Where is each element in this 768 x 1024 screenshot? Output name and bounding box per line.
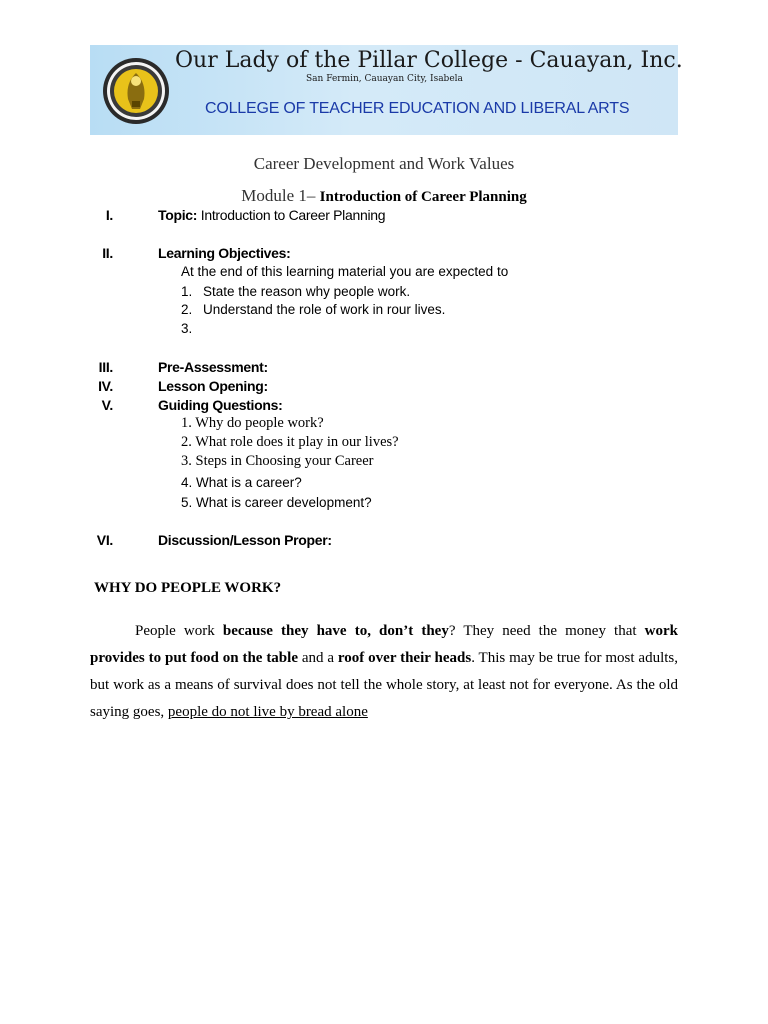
topic-line — [158, 207, 385, 223]
department-name: COLLEGE OF TEACHER EDUCATION AND LIBERAL ARTS — [205, 100, 630, 117]
objective-number: 2. — [181, 302, 193, 317]
guiding-questions-heading — [158, 397, 282, 413]
objective-text: State the reason why people work. — [203, 284, 411, 299]
college-name: Our Lady of the Pillar College - Cauayan, Inc. — [175, 48, 683, 73]
guiding-question: 1. Why do people work? — [181, 415, 324, 431]
paragraph-emphasis: work provides to put food on the table — [90, 623, 678, 666]
paragraph-emphasis: because they have to, don’t they — [222, 623, 449, 639]
numeral-pre-assessment: III. — [98, 359, 113, 375]
objective-text: Understand the role of work in rour lives. — [203, 302, 446, 317]
module-prefix: Module 1– — [241, 186, 316, 205]
guiding-question: 4. What is a career? — [181, 475, 302, 490]
objective-number: 3. — [181, 321, 193, 336]
module-line — [0, 186, 768, 206]
numeral-topic: I. — [105, 207, 113, 223]
paragraph-emphasis: roof over their heads — [337, 650, 472, 666]
objectives-intro: At the end of this learning material you are expected to — [181, 264, 509, 279]
paragraph-text: and a — [297, 650, 338, 666]
paragraph-text: People work — [135, 623, 223, 639]
objective-number: 1. — [181, 284, 193, 299]
numeral-lesson-opening: IV. — [98, 378, 113, 394]
topic-label: Topic: — [158, 207, 198, 223]
document-title: Career Development and Work Values — [253, 154, 515, 173]
pre-assessment-label: Pre-Assessment: — [158, 359, 268, 375]
module-name: Introduction of Career Planning — [319, 189, 527, 205]
paragraph-underlined: people do not live by bread alone — [167, 704, 368, 720]
college-seal-logo — [102, 57, 170, 125]
numeral-discussion: VI. — [96, 532, 113, 548]
objectives-label: Learning Objectives: — [158, 245, 291, 261]
discussion-heading — [158, 532, 332, 548]
body-paragraph — [90, 618, 678, 726]
college-address: San Fermin, Cauayan City, Isabela — [306, 74, 463, 84]
section-heading: WHY DO PEOPLE WORK? — [94, 580, 282, 596]
objectives-heading — [158, 245, 290, 261]
discussion-label: Discussion/Lesson Proper: — [158, 532, 332, 548]
guiding-question: 5. What is career development? — [181, 495, 372, 510]
paragraph-text: ? They need the money that — [448, 623, 645, 639]
paragraph-text: . This may be true for most adults, but work as a means of survival does not tell the whole story, at least not for everyone. As the old saying goes, — [90, 650, 678, 720]
lesson-opening-label: Lesson Opening: — [158, 378, 268, 394]
guiding-question: 3. Steps in Choosing your Career — [181, 453, 374, 469]
numeral-objectives: II. — [102, 245, 113, 261]
college-banner — [90, 45, 683, 135]
lesson-opening-heading — [158, 378, 268, 394]
guiding-questions-label: Guiding Questions: — [158, 397, 283, 413]
guiding-question: 2. What role does it play in our lives? — [181, 434, 399, 450]
pre-assessment-heading — [158, 359, 268, 375]
numeral-guiding-questions: V. — [101, 397, 113, 413]
topic-value: Introduction to Career Planning — [200, 207, 386, 223]
